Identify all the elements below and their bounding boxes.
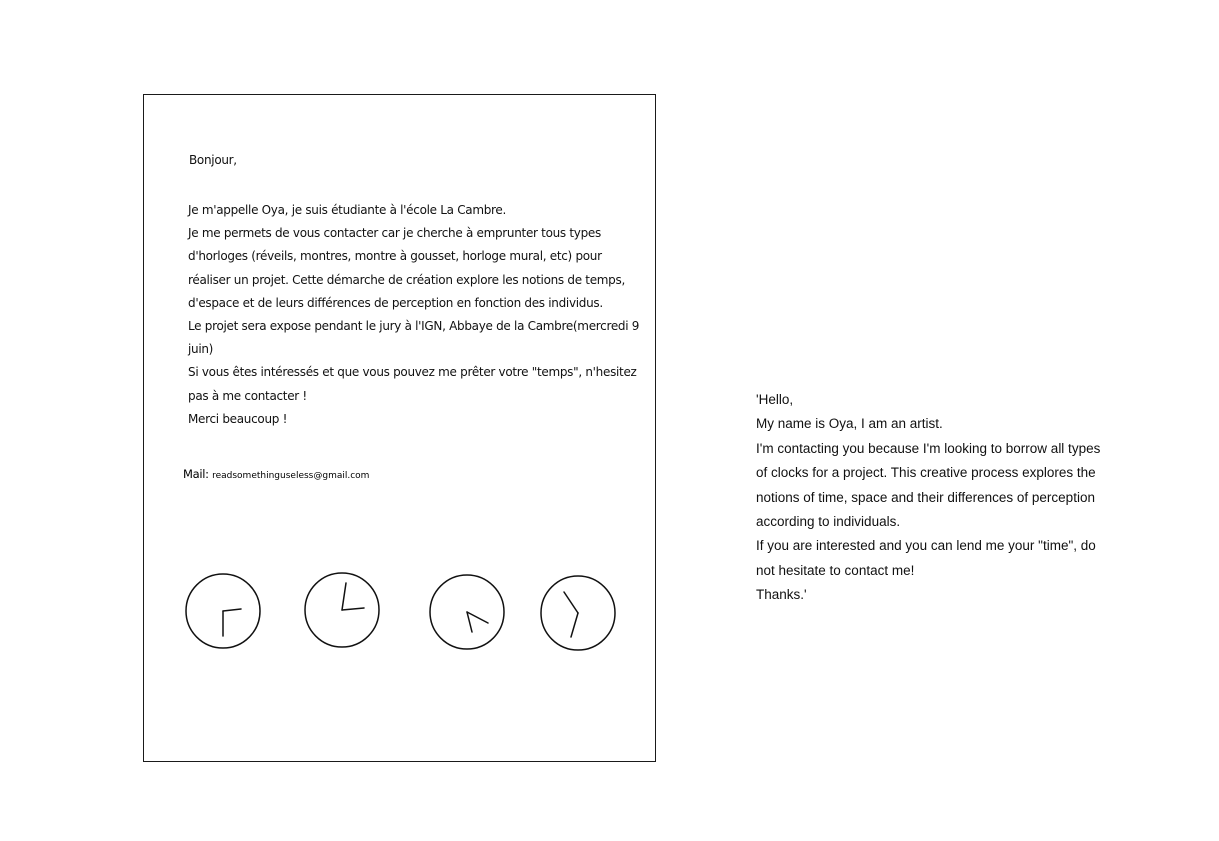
letter-line: juin) bbox=[188, 342, 214, 357]
letter-line: d'horloges (réveils, montres, montre à gousset, horloge mural, etc) pour bbox=[188, 249, 602, 264]
letter-line: Merci beaucoup ! bbox=[188, 411, 288, 426]
clock-icon bbox=[305, 573, 379, 647]
clock-icon bbox=[430, 575, 504, 649]
clock-icon bbox=[541, 576, 615, 650]
letter-body bbox=[188, 199, 639, 431]
translation-line: I'm contacting you because I'm looking to borrow all types bbox=[756, 440, 1101, 456]
letter-greeting: Bonjour, bbox=[189, 153, 237, 167]
translation-line: notions of time, space and their differences of perception bbox=[756, 489, 1095, 505]
clock-icon bbox=[186, 574, 260, 648]
translation-line: of clocks for a project. This creative process explores the bbox=[756, 465, 1096, 481]
translation-line: If you are interested and you can lend me your "time", do bbox=[756, 538, 1096, 554]
translation-line: My name is Oya, I am an artist. bbox=[756, 416, 943, 432]
letter-line: pas à me contacter ! bbox=[188, 388, 307, 403]
letter-line: Je m'appelle Oya, je suis étudiante à l'école La Cambre. bbox=[188, 203, 506, 217]
letter-line: Le projet sera expose pendant le jury à l'IGN, Abbaye de la Cambre(mercredi 9 bbox=[188, 318, 640, 333]
letter-line: Si vous êtes intéressés et que vous pouvez me prêter votre "temps", n'hesitez bbox=[188, 365, 637, 380]
mail-address[interactable]: readsomethinguseless@gmail.com bbox=[212, 471, 370, 481]
mail-line bbox=[183, 467, 369, 481]
translation-line: Thanks.' bbox=[756, 587, 807, 603]
letter-line: réaliser un projet. Cette démarche de création explore les notions de temps, bbox=[188, 272, 625, 287]
translation-line: 'Hello, bbox=[756, 392, 794, 407]
translation-line: according to individuals. bbox=[756, 513, 901, 529]
letter-card bbox=[143, 94, 656, 762]
translation-line: not hesitate to contact me! bbox=[756, 562, 915, 578]
letter-line: d'espace et de leurs différences de perception en fonction des individus. bbox=[188, 295, 603, 310]
letter-line: Je me permets de vous contacter car je cherche à emprunter tous types bbox=[188, 226, 601, 241]
english-translation bbox=[756, 388, 1126, 608]
mail-label: Mail: bbox=[183, 467, 209, 481]
